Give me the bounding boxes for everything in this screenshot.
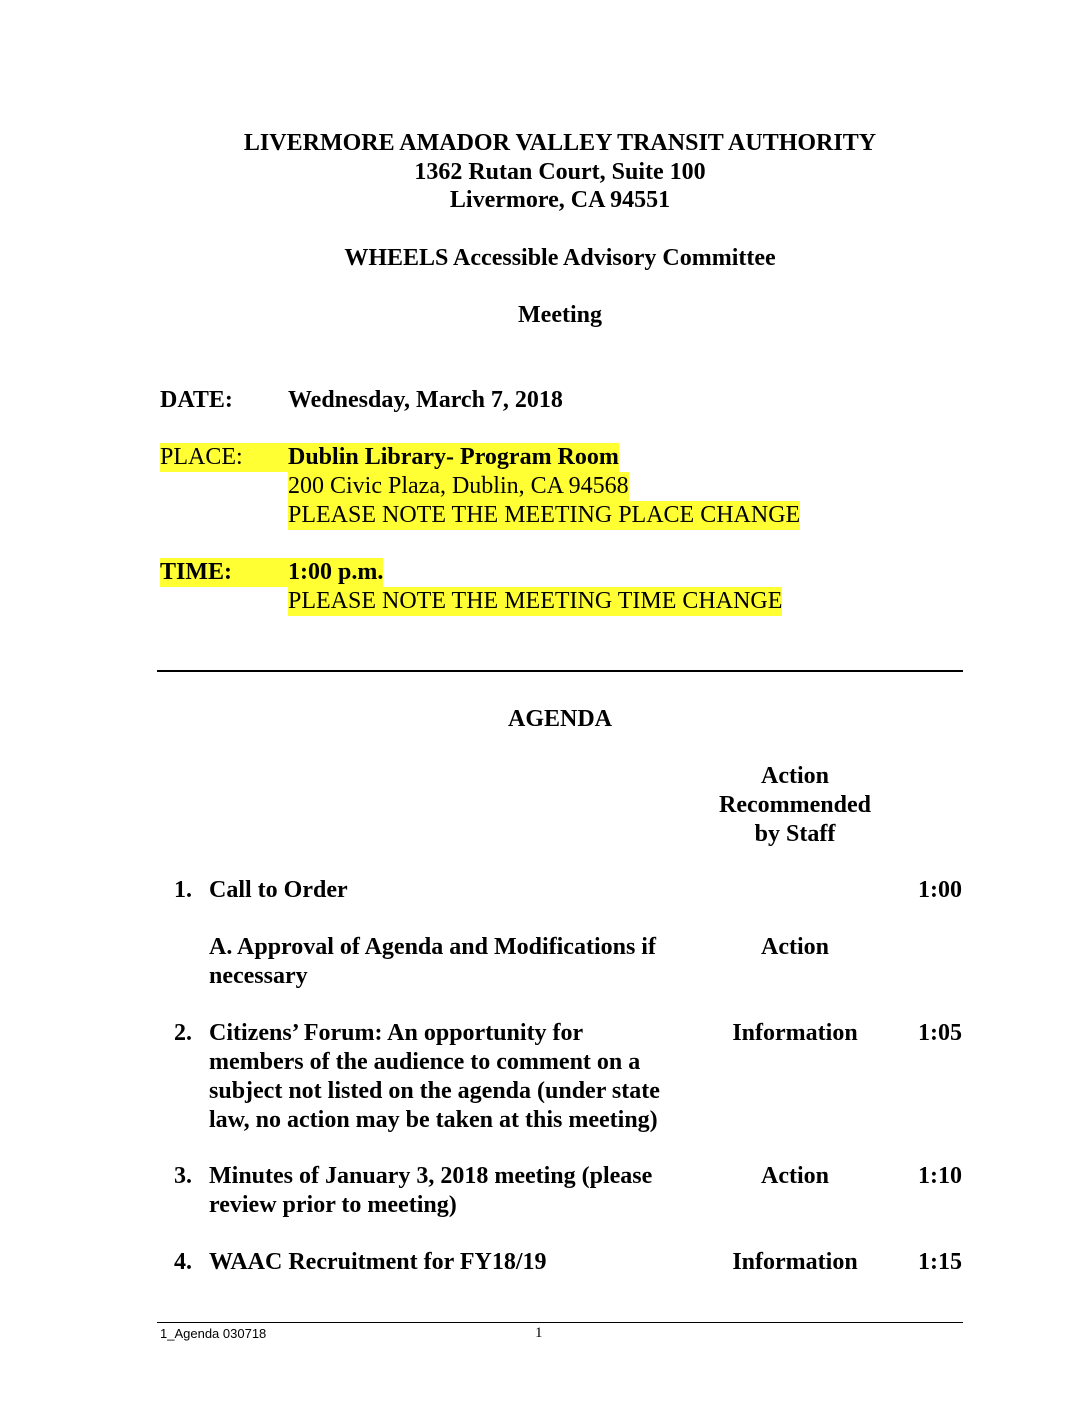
item-time: 1:00 [918,877,962,903]
footer-divider [157,1322,963,1323]
item-number: 1. [174,877,192,903]
footer-doc-id: 1_Agenda 030718 [160,1326,267,1341]
section-divider [157,670,963,672]
item-time: 1:05 [918,1020,962,1046]
agenda-item-call-to-order [209,876,689,905]
item-time: 1:15 [918,1249,962,1275]
place-label-highlight [160,443,288,472]
item-text-line: members of the audience to comment on a [209,1049,641,1075]
column-header-line: Recommended [719,792,871,818]
item-text-line: review prior to meeting) [209,1192,457,1218]
column-header-line: Action [761,763,829,789]
agenda-item-approval [209,933,689,991]
agenda-item-recruitment [209,1248,689,1277]
place-address: 200 Civic Plaza, Dublin, CA 94568 [288,473,629,499]
date-value: Wednesday, March 7, 2018 [288,387,563,413]
time-label-highlight [160,558,288,587]
address-line-1: 1362 Rutan Court, Suite 100 [414,159,706,185]
org-name: LIVERMORE AMADOR VALLEY TRANSIT AUTHORITY [243,130,877,156]
column-header-line: by Staff [754,821,836,847]
date-label: DATE: [160,387,233,413]
item-text-line: A. Approval of Agenda and Modifications if [209,934,656,960]
time-note: PLEASE NOTE THE MEETING TIME CHANGE [288,588,783,614]
committee-name: WHEELS Accessible Advisory Committee [344,245,776,271]
item-action: Action [761,1163,829,1189]
place-label: PLACE: [160,444,243,470]
item-number: 2. [174,1020,192,1046]
item-time: 1:10 [918,1163,962,1189]
item-action: Information [732,1020,858,1046]
place-note: PLEASE NOTE THE MEETING PLACE CHANGE [288,502,801,528]
item-number: 3. [174,1163,192,1189]
item-text-line: subject not listed on the agenda (under state [209,1078,660,1104]
meeting-label: Meeting [518,302,602,328]
item-text-line: Citizens’ Forum: An opportunity for [209,1020,584,1046]
time-label: TIME: [160,559,232,585]
place-value: Dublin Library- Program Room [288,444,619,470]
agenda-title: AGENDA [507,706,612,732]
address-line-2: Livermore, CA 94551 [449,187,671,213]
item-action: Action [761,934,829,960]
item-text-line: law, no action may be taken at this meeting) [209,1107,658,1133]
page-number: 1 [535,1325,543,1341]
item-text-line: Minutes of January 3, 2018 meeting (please [209,1163,653,1189]
action-column-header [700,762,890,849]
agenda-item-minutes [209,1162,689,1220]
item-text-line: Call to Order [209,877,348,903]
item-text-line: WAAC Recruitment for FY18/19 [209,1249,547,1275]
item-text-line: necessary [209,963,308,989]
item-number: 4. [174,1249,192,1275]
agenda-item-citizens-forum [209,1019,689,1135]
item-action: Information [732,1249,858,1275]
time-value: 1:00 p.m. [288,559,384,585]
